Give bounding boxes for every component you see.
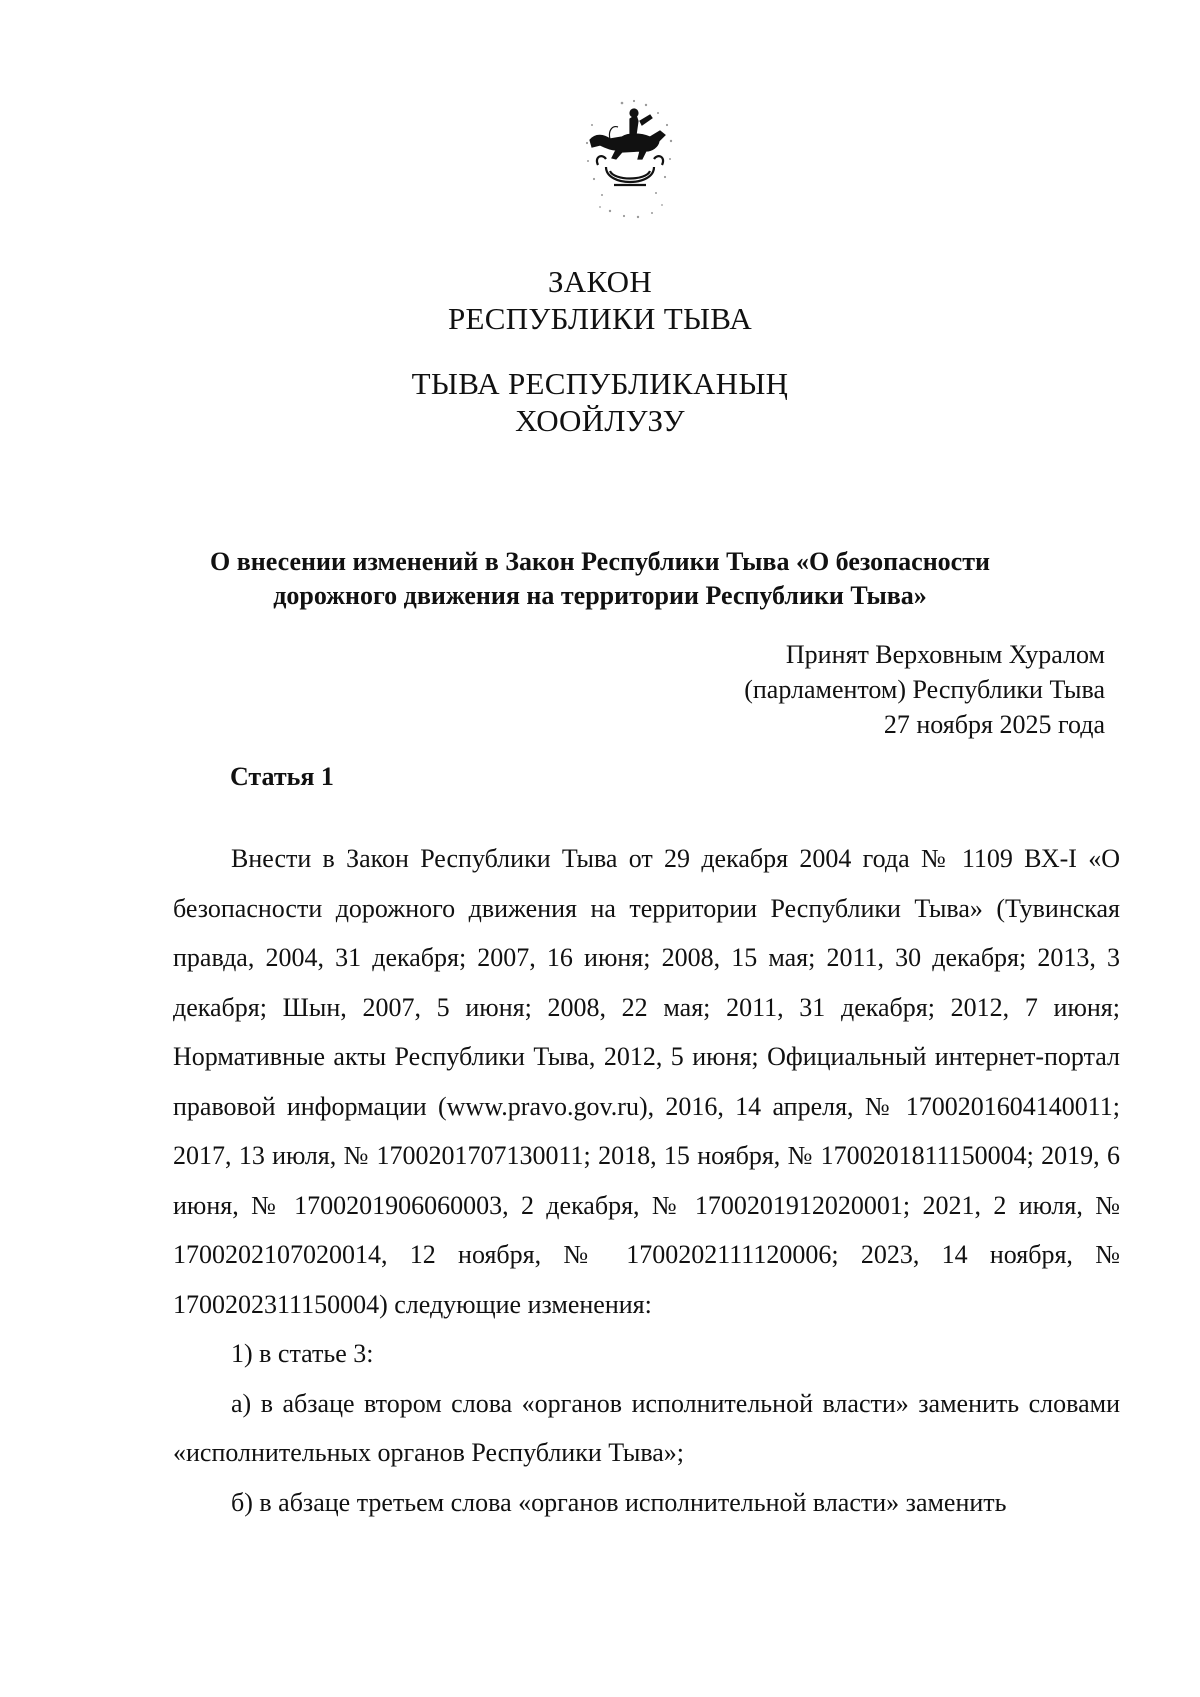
law-title-ru-line1: ЗАКОН: [547, 264, 653, 299]
article-body: [173, 834, 1120, 1527]
tuva-coat-of-arms-icon: [570, 95, 690, 230]
adoption-note: [744, 637, 1105, 742]
adoption-note-line2: (парламентом) Республики Тыва: [744, 675, 1105, 704]
article-heading: Статья 1: [230, 762, 334, 791]
article-paragraph: б) в абзаце третьем слова «органов исполнительной власти» заменить: [231, 1487, 1007, 1517]
article-paragraph: Внести в Закон Республики Тыва от 29 декабря 2004 года № 1109 ВХ-I «О безопасности дорожного движения на территории Республики Тыва» (Тувинская правда, 2004, 31 декабря; 2007, 16 июня; 2008, 15 мая; 2011, 30 декабря; 2013, 3 декабря; Шын, 2007, 5 июня; 2008, 22 мая; 2011, 31 декабря; 2012, 7 июня; Нормативные акты Республики Тыва, 2012, 5 июня; Официальный интернет-портал правовой информации (www.pravo.gov.ru), 2016, 14 апреля, № 1700201604140011; 2017, 13 июля, № 1700201707130011; 2018, 15 ноября, № 1700201811150004; 2019, 6 июня, № 1700201906060003, 2 декабря, № 1700201912020001; 2021, 2 июля, № 1700202107020014, 12 ноября, № 1700202111120006; 2023, 14 ноября, № 1700202311150004) следующие изменения:: [173, 844, 1120, 1319]
adoption-date: 27 ноября 2025 года: [883, 710, 1105, 739]
law-title-tv-line2: ХООЙЛУЗУ: [515, 403, 685, 438]
article-paragraph: 1) в статье 3:: [231, 1339, 374, 1368]
adoption-note-line1: Принят Верховным Хуралом: [785, 640, 1105, 669]
law-subject: [150, 545, 1050, 613]
law-subject-line1: О внесении изменений в Закон Республики Тыва «О безопасности: [210, 547, 990, 576]
law-title-ru-line2: РЕСПУБЛИКИ ТЫВА: [447, 301, 753, 336]
law-title-tv-line1: ТЫВА РЕСПУБЛИКАНЫҢ: [411, 366, 789, 401]
article-paragraph: а) в абзаце втором слова «органов исполнительной власти» заменить словами «исполнительных органов Республики Тыва»;: [173, 1388, 1120, 1467]
law-subject-line2: дорожного движения на территории Республики Тыва»: [273, 581, 927, 610]
law-title-tuvan: [0, 365, 1200, 439]
law-title-russian: [0, 263, 1200, 337]
